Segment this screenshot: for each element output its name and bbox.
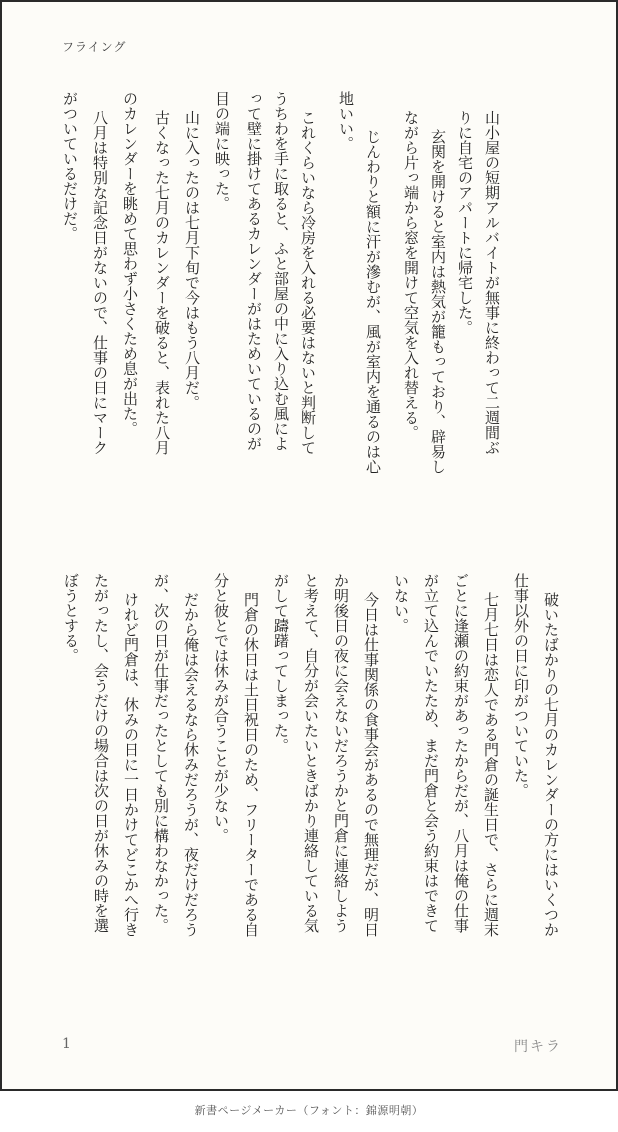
text-column: 門倉の休日は土日祝日のため、フリーターである自 (242, 592, 260, 937)
text-column: 山小屋の短期アルバイトが無事に終わって二週間ぶ (483, 110, 501, 455)
text-column: ながら片っ端から窓を開けて空気を入れ替える。 (402, 110, 420, 440)
page-number: 1 (62, 1036, 71, 1052)
text-column: ぼうとする。 (62, 573, 80, 663)
text-column: ごとに逢瀬の約束があったからだが、八月は俺の仕事 (452, 573, 470, 933)
text-column: のカレンダーを眺めて思わず小さくため息が出た。 (121, 91, 139, 436)
text-column: 分と彼とでは休みが合うことが少ない。 (212, 573, 230, 843)
text-column: って壁に掛けてあるカレンダーがはためいているのが (245, 91, 263, 451)
text-column: けれど門倉は、休みの日に一日かけてどこかへ行き (122, 592, 140, 937)
text-column: これくらいなら冷房を入れる必要はないと判断して (299, 110, 317, 455)
text-column: と考えて、自分が会いたいときばかり連絡している気 (302, 573, 320, 933)
text-column: うちわを手に取ると、ふと部屋の中に入り込む風によ (272, 91, 290, 451)
text-column: だから俺は会えるなら休みだろうが、夜だけだろう (182, 592, 200, 937)
text-column: が立て込んでいたため、まだ門倉と会う約束はできて (422, 573, 440, 933)
text-column: じんわりと額に汗が滲むが、風が室内を通るのは心 (364, 129, 382, 474)
text-column: たがったし、会うだけの場合は次の日が休みの時を選 (92, 573, 110, 933)
text-column: か明後日の夜に会えないだろうかと門倉に連絡しよう (332, 573, 350, 933)
text-column: が、次の日が仕事だったとしても別に構わなかった。 (152, 573, 170, 933)
text-column: 仕事以外の日に印がついていた。 (512, 573, 530, 798)
text-column: 七月七日は恋人である門倉の誕生日で、さらに週末 (482, 592, 500, 937)
text-column: 山に入ったのは七月下旬で今はもう八月だ。 (183, 110, 201, 410)
text-column: 目の端に映った。 (213, 91, 231, 211)
running-title: フライング (62, 40, 127, 54)
text-column: 玄関を開けると室内は熱気が籠もっており、辟易し (429, 129, 447, 474)
text-column: 破いたばかりの七月のカレンダーの方にはいくつか (542, 592, 560, 937)
text-column: 今日は仕事関係の食事会があるので無理だが、明日 (362, 592, 380, 937)
text-column: がついているだけだ。 (61, 91, 79, 241)
generator-credit: 新書ページメーカー（フォント：錦源明朝） (194, 1104, 424, 1117)
text-column: りに自宅のアパートに帰宅した。 (456, 110, 474, 335)
text-column: 地いい。 (337, 91, 355, 151)
author-name: 門キラ (514, 1039, 562, 1055)
text-column: がして躊躇ってしまった。 (272, 573, 290, 753)
text-column: いない。 (392, 573, 410, 633)
text-column: 古くなった七月のカレンダーを破ると、表れた八月 (153, 110, 171, 455)
text-column: 八月は特別な記念日がないので、仕事の日にマーク (91, 110, 109, 455)
